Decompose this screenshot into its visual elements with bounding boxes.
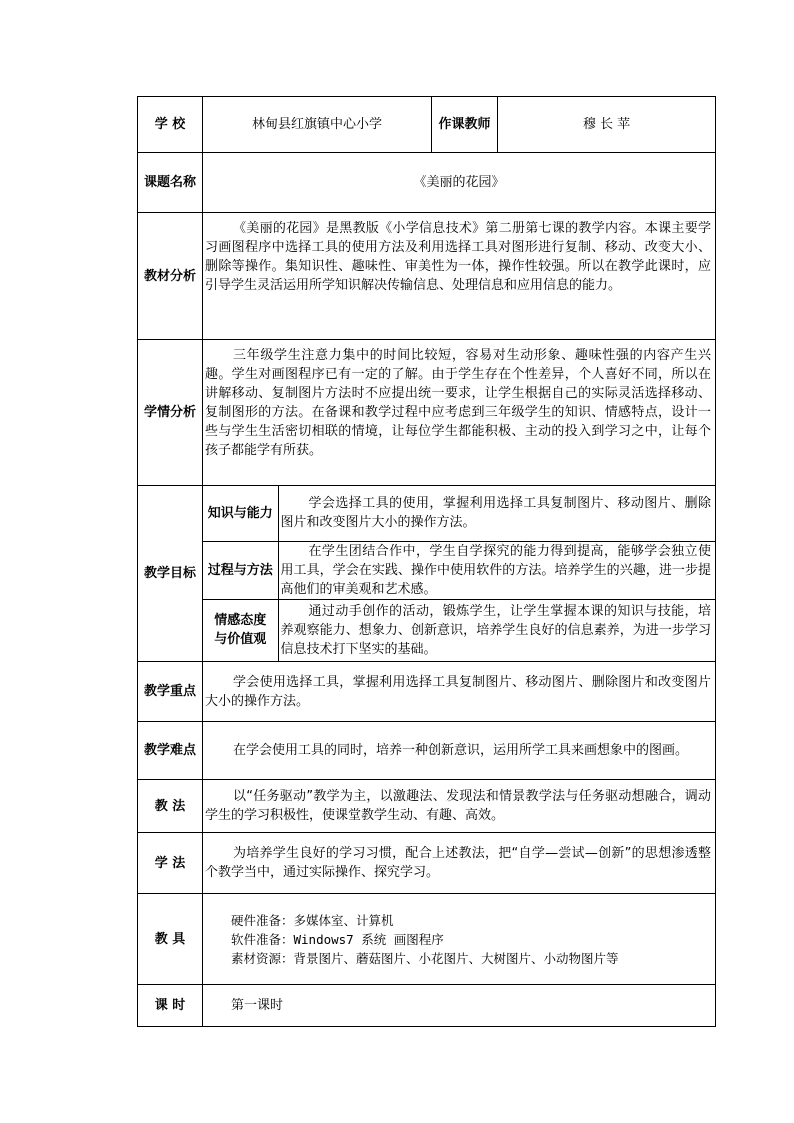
teaching-tools-list	[203, 894, 716, 985]
difficulties-label: 教学难点	[138, 722, 203, 780]
goal-row-emotion	[203, 599, 715, 661]
goal-emotion-label-line2: 与价值观	[214, 632, 267, 648]
class-period-label: 课 时	[138, 985, 203, 1027]
tools-hardware: 硬件准备：多媒体室、计算机	[231, 912, 394, 928]
teacher-label: 作课教师	[432, 97, 498, 153]
lesson-plan-table	[137, 96, 716, 1027]
school-label: 学 校	[138, 97, 203, 153]
row-learning-method	[138, 833, 716, 894]
textbook-analysis-label: 教材分析	[138, 213, 203, 340]
student-analysis-label: 学情分析	[138, 340, 203, 486]
goal-row-process	[203, 541, 715, 599]
goal-emotion-text: 通过动手创作的活动，锻炼学生，让学生掌握本课的知识与技能，培养观察能力、想象力、创新意识，培养学生良好的信息素养，为进一步学习信息技术打下坚实的基础。	[278, 599, 715, 661]
row-class-period	[138, 985, 716, 1027]
goal-process-text: 在学生团结合作中，学生自学探究的能力得到提高，能够学会独立使用工具，学会在实践、操作中使用软件的方法。培养学生的兴趣，进一步提高他们的审美观和艺术感。	[278, 541, 715, 599]
tools-materials: 素材资源：背景图片、蘑菇图片、小花图片、大树图片、小动物图片等	[231, 950, 619, 966]
row-teaching-goals	[138, 486, 716, 662]
teaching-method-label: 教 法	[138, 780, 203, 833]
learning-method-label: 学 法	[138, 833, 203, 894]
school-value: 林甸县红旗镇中心小学	[203, 97, 432, 153]
topic-value: 《美丽的花园》	[203, 153, 716, 213]
tools-software: 软件准备：Windows7 系统 画图程序	[231, 931, 444, 947]
row-topic	[138, 153, 716, 213]
textbook-analysis-text: 《美丽的花园》是黑教版《小学信息技术》第二册第七课的教学内容。本课主要学习画图程序中选择工具的使用方法及利用选择工具对图形进行复制、移动、改变大小、删除等操作。集知识性、趣味性、审美性为一体，操作性较强。所以在教学此课时，应引导学生灵活运用所学知识解决传输信息、处理信息和应用信息的能力。	[203, 213, 716, 340]
teaching-goals-cell	[203, 486, 716, 662]
student-analysis-text: 三年级学生注意力集中的时间比较短，容易对生动形象、趣味性强的内容产生兴趣。学生对画图程序已有一定的了解。由于学生存在个性差异，个人喜好不同，所以在讲解移动、复制图片方法时不应提出统一要求，让学生根据自己的实际灵活选择移动、复制图形的方法。在备课和教学过程中应考虑到三年级学生的知识、情感特点，设计一些与学生生活密切相联的情境，让每位学生都能积极、主动的投入到学习之中，让每个孩子都能学有所获。	[203, 340, 716, 486]
row-student-analysis	[138, 340, 716, 486]
learning-method-text: 为培养学生良好的学习习惯，配合上述教法，把“自学—尝试—创新”的思想渗透整个教学当中，通过实际操作、探究学习。	[203, 833, 716, 894]
key-points-text: 学会使用选择工具，掌握利用选择工具复制图片、移动图片、删除图片和改变图片大小的操作方法。	[203, 662, 716, 722]
teaching-tools-label: 教 具	[138, 894, 203, 985]
goal-knowledge-text: 学会选择工具的使用，掌握利用选择工具复制图片、移动图片、删除图片和改变图片大小的操作方法。	[278, 486, 715, 541]
goal-process-label: 过程与方法	[203, 541, 278, 599]
row-teaching-tools	[138, 894, 716, 985]
row-school	[138, 97, 716, 153]
teacher-value: 穆 长 苹	[498, 97, 716, 153]
topic-label: 课题名称	[138, 153, 203, 213]
goal-emotion-label	[203, 599, 278, 661]
goals-subtable	[203, 486, 715, 661]
goal-row-knowledge	[203, 486, 715, 541]
difficulties-text: 在学会使用工具的同时，培养一种创新意识，运用所学工具来画想象中的图画。	[203, 722, 716, 780]
teaching-method-text: 以“任务驱动”教学为主，以激趣法、发现法和情景教学法与任务驱动想融合，调动学生的学习积极性，使课堂教学生动、有趣、高效。	[203, 780, 716, 833]
goal-knowledge-label: 知识与能力	[203, 486, 278, 541]
class-period-value: 第一课时	[203, 985, 716, 1027]
teaching-goals-label: 教学目标	[138, 486, 203, 662]
row-key-points	[138, 662, 716, 722]
goal-emotion-label-line1: 情感态度	[214, 613, 267, 629]
row-textbook-analysis	[138, 213, 716, 340]
row-teaching-method	[138, 780, 716, 833]
row-difficulties	[138, 722, 716, 780]
key-points-label: 教学重点	[138, 662, 203, 722]
